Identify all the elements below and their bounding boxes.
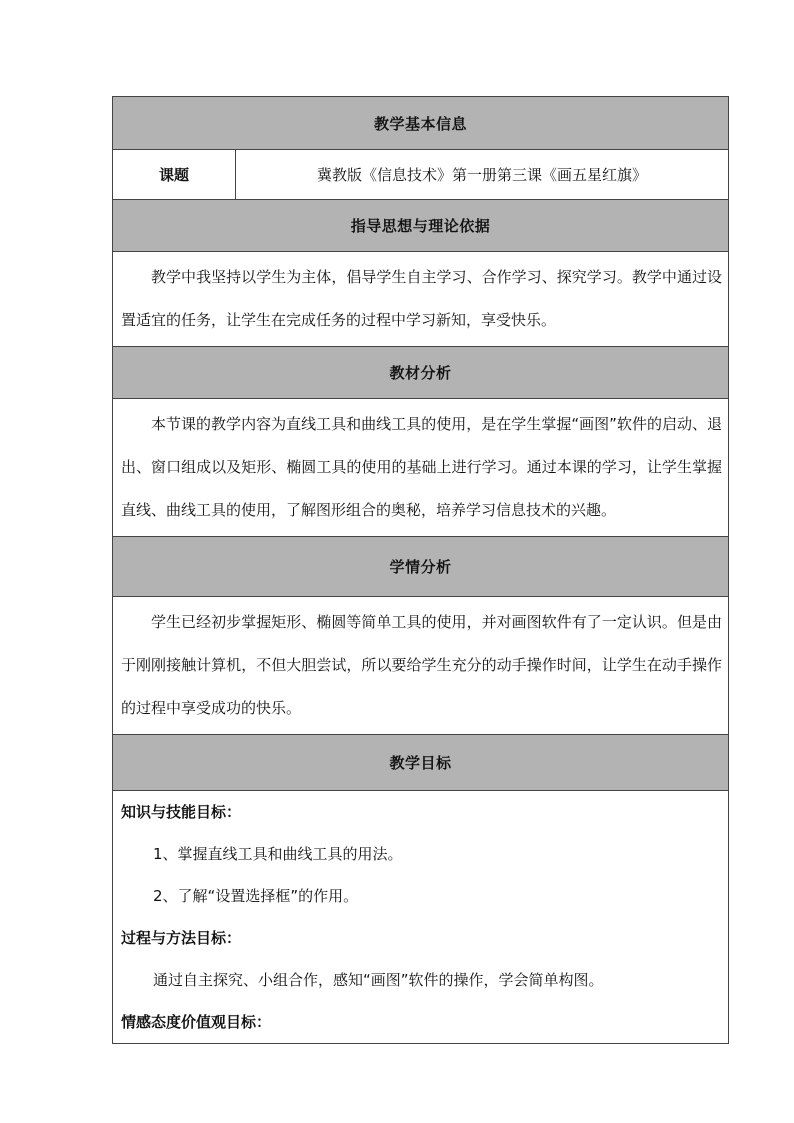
process-goal-label: 过程与方法目标：: [121, 929, 242, 947]
section-heading-students: 学情分析: [113, 537, 729, 597]
emotion-goal-label: 情感态度价值观目标：: [121, 1013, 272, 1031]
topic-label: 课题: [113, 150, 236, 200]
material-paragraph: [113, 399, 729, 537]
process-goal-text: 通过自主探究、小组合作，感知“画图”软件的操作，学会简单构图。: [153, 971, 604, 989]
section-heading-guiding: 指导思想与理论依据: [113, 200, 729, 252]
objectives-content: [113, 791, 729, 1044]
knowledge-goal-item: 1、掌握直线工具和曲线工具的用法。: [153, 845, 403, 863]
guiding-paragraph: [113, 252, 729, 347]
topic-value: 冀教版《信息技术》第一册第三课《画五星红旗》: [236, 150, 729, 200]
lesson-plan-table: [112, 96, 729, 1044]
knowledge-goal-label: 知识与技能目标：: [121, 803, 242, 821]
material-text: 本节课的教学内容为直线工具和曲线工具的使用，是在学生掌握“画图”软件的启动、退出、窗口组成以及矩形、椭圆工具的使用的基础上进行学习。通过本课的学习，让学生掌握直线、曲线工具的使用，了解图形组合的奥秘，培养学习信息技术的兴趣。: [121, 415, 723, 519]
section-heading-objectives: 教学目标: [113, 735, 729, 791]
section-heading-material: 教材分析: [113, 347, 729, 399]
students-text: 学生已经初步掌握矩形、椭圆等简单工具的使用，并对画图软件有了一定认识。但是由于刚刚接触计算机，不但大胆尝试，所以要给学生充分的动手操作时间，让学生在动手操作的过程中享受成功的快乐。: [121, 613, 723, 717]
guiding-text: 教学中我坚持以学生为主体，倡导学生自主学习、合作学习、探究学习。教学中通过设置适宜的任务，让学生在完成任务的过程中学习新知，享受快乐。: [121, 268, 723, 329]
section-heading-basic-info: 教学基本信息: [113, 97, 729, 150]
knowledge-goal-item: 2、了解“设置选择框”的作用。: [153, 887, 359, 905]
students-paragraph: [113, 597, 729, 735]
